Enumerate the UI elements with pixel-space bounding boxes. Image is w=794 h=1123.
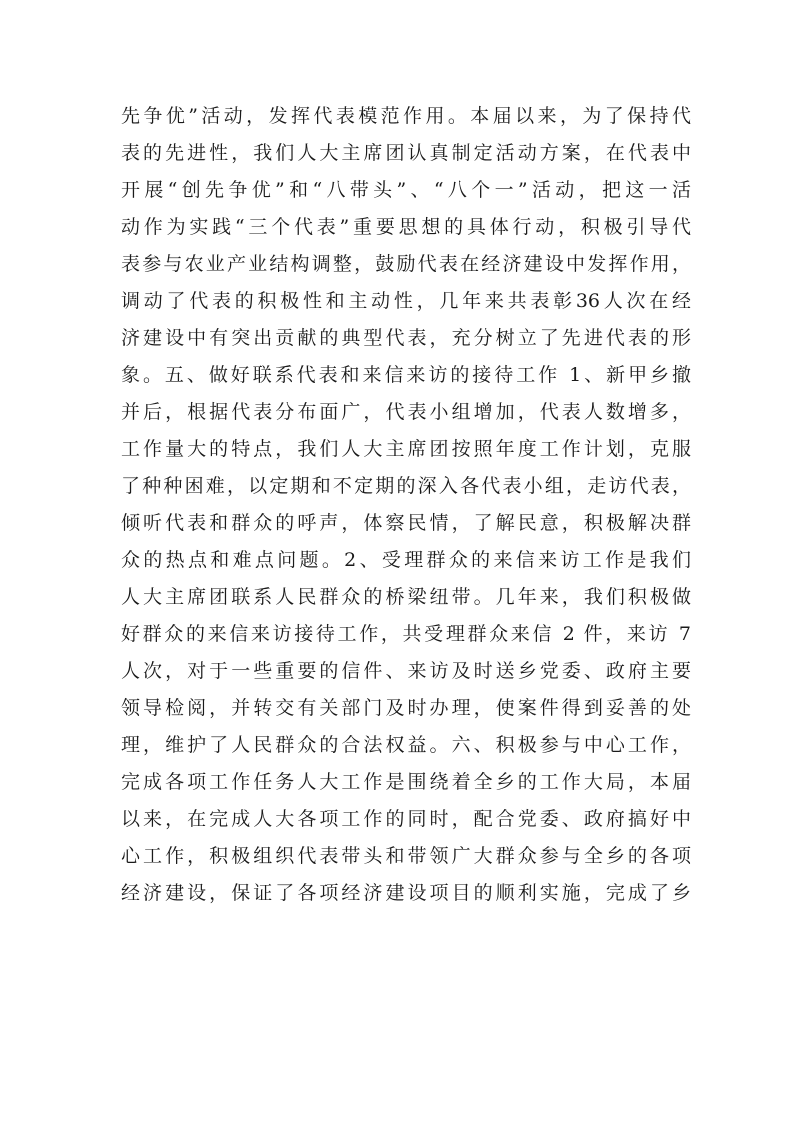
paragraph-line: 完成各项工作任务人大工作是围绕着全乡的工作大局，本届 (121, 771, 691, 793)
paragraph-line: 开展“创先争优”和“八带头”、“八个一”活动，把这一活 (121, 179, 691, 201)
paragraph-line: 工作量大的特点，我们人大主席团按照年度工作计划，克服 (121, 438, 691, 460)
body-text (121, 98, 691, 912)
paragraph-line: 并后，根据代表分布面广，代表小组增加，代表人数增多， (121, 401, 691, 423)
paragraph-line: 倾听代表和群众的呼声，体察民情，了解民意，积极解决群 (121, 512, 691, 534)
paragraph-line: 理，维护了人民群众的合法权益。六、积极参与中心工作， (121, 734, 691, 756)
paragraph-line: 众的热点和难点问题。2、受理群众的来信来访工作是我们 (121, 549, 691, 571)
paragraph-line: 心工作，积极组织代表带头和带领广大群众参与全乡的各项 (121, 845, 691, 867)
paragraph-line: 好群众的来信来访接待工作，共受理群众来信 2 件，来访 7 (121, 623, 691, 645)
paragraph-line: 先争优”活动，发挥代表模范作用。本届以来，为了保持代 (121, 105, 691, 127)
paragraph-line: 人大主席团联系人民群众的桥梁纽带。几年来，我们积极做 (121, 586, 691, 608)
paragraph-line: 调动了代表的积极性和主动性，几年来共表彰36人次在经 (121, 290, 691, 312)
paragraph-line: 动作为实践“三个代表”重要思想的具体行动，积极引导代 (121, 216, 691, 238)
paragraph-line: 人次，对于一些重要的信件、来访及时送乡党委、政府主要 (121, 660, 691, 682)
paragraph-line: 象。五、做好联系代表和来信来访的接待工作 1、新甲乡撤 (121, 364, 691, 386)
paragraph-line: 了种种困难，以定期和不定期的深入各代表小组，走访代表， (121, 475, 691, 497)
paragraph-line: 以来，在完成人大各项工作的同时，配合党委、政府搞好中 (121, 808, 691, 830)
paragraph-line: 表的先进性，我们人大主席团认真制定活动方案，在代表中 (121, 142, 691, 164)
paragraph-line: 经济建设，保证了各项经济建设项目的顺利实施，完成了乡 (121, 882, 691, 904)
paragraph-line: 领导检阅，并转交有关部门及时办理，使案件得到妥善的处 (121, 697, 691, 719)
paragraph-line: 济建设中有突出贡献的典型代表，充分树立了先进代表的形 (121, 327, 691, 349)
paragraph-line: 表参与农业产业结构调整，鼓励代表在经济建设中发挥作用， (121, 253, 691, 275)
